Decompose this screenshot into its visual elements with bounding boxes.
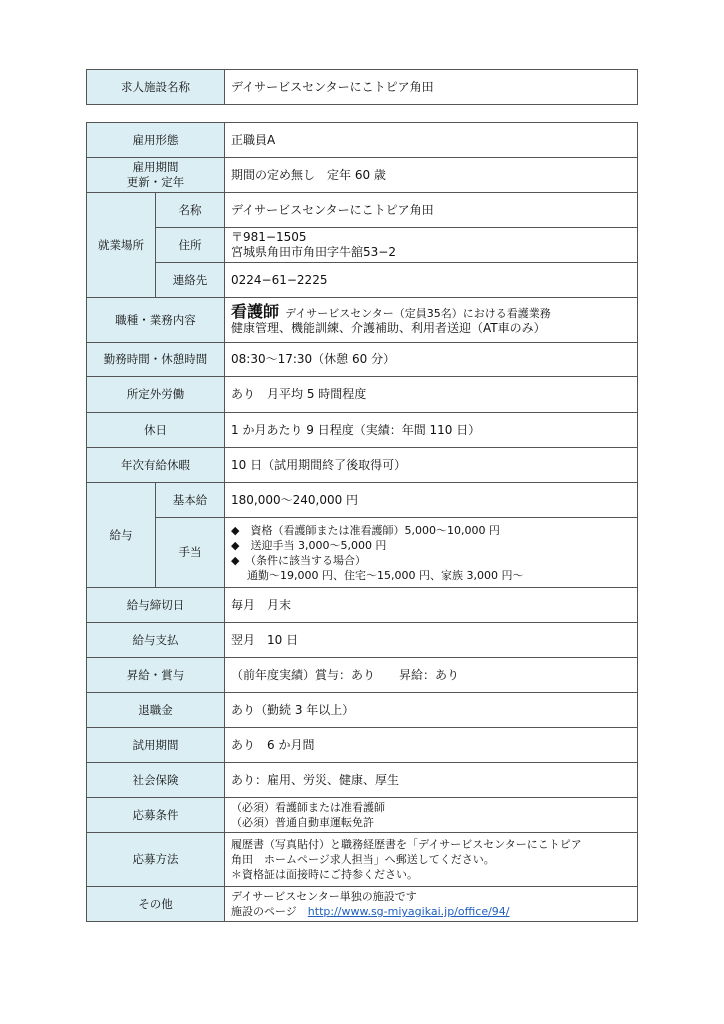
requirements-value <box>225 798 638 833</box>
apply-row <box>87 833 638 887</box>
workplace-contact-label: 連絡先 <box>156 263 225 298</box>
allowance-line2: ◆ 送迎手当 3,000〜5,000 円 <box>231 538 387 552</box>
workplace-contact-row <box>87 263 638 298</box>
paid-leave-label: 年次有給休暇 <box>87 448 225 483</box>
salary-base-label: 基本給 <box>156 483 225 518</box>
overtime-label: 所定外労働 <box>87 377 225 413</box>
trial-row <box>87 728 638 763</box>
employment-type-label: 雇用形態 <box>87 123 225 158</box>
holidays-label: 休日 <box>87 413 225 448</box>
workplace-label: 就業場所 <box>87 193 156 298</box>
retirement-value: あり（勤続 3 年以上） <box>225 693 638 728</box>
workplace-name-value: デイサービスセンターにこトピア角田 <box>225 193 638 228</box>
workplace-address-value <box>225 228 638 263</box>
cutoff-row <box>87 588 638 623</box>
workplace-name-row <box>87 193 638 228</box>
apply-line3: ＊資格証は面接時にご持参ください。 <box>231 868 418 881</box>
job-label: 職種・業務内容 <box>87 298 225 343</box>
payday-value: 翌月 10 日 <box>225 623 638 658</box>
allowance-line1: ◆ 資格（看護師または准看護師）5,000〜10,000 円 <box>231 523 500 537</box>
salary-allowance-row <box>87 518 638 588</box>
holidays-value: 1 か月あたり 9 日程度（実績：年間 110 日） <box>225 413 638 448</box>
other-value <box>225 887 638 922</box>
cutoff-value: 毎月 月末 <box>225 588 638 623</box>
period-label-line1: 雇用期間 <box>132 160 179 174</box>
hours-value: 08:30〜17:30（休憩 60 分） <box>225 343 638 377</box>
job-line2: 健康管理、機能訓練、介護補助、利用者送迎（AT車のみ） <box>231 321 546 335</box>
facility-value: デイサービスセンターにこトピア角田 <box>225 70 638 105</box>
insurance-row <box>87 763 638 798</box>
paid-leave-row <box>87 448 638 483</box>
hours-label: 勤務時間・休憩時間 <box>87 343 225 377</box>
employment-type-value: 正職員A <box>225 123 638 158</box>
salary-base-row <box>87 483 638 518</box>
facility-page-link[interactable]: http://www.sg-miyagikai.jp/office/94/ <box>307 905 510 918</box>
trial-label: 試用期間 <box>87 728 225 763</box>
period-label-line2: 更新・定年 <box>126 175 185 189</box>
retirement-label: 退職金 <box>87 693 225 728</box>
allowance-line3: ◆ （条件に該当する場合） <box>231 553 366 567</box>
salary-allowance-label: 手当 <box>156 518 225 588</box>
workplace-address-row <box>87 228 638 263</box>
salary-label: 給与 <box>87 483 156 588</box>
requirements-line2: （必須）普通自動車運転免許 <box>231 816 374 829</box>
insurance-label: 社会保険 <box>87 763 225 798</box>
apply-value <box>225 833 638 887</box>
other-label: その他 <box>87 887 225 922</box>
workplace-contact-value: 0224−61−2225 <box>225 263 638 298</box>
other-line1: デイサービスセンター単独の施設です <box>231 890 417 903</box>
period-value: 期間の定め無し 定年 60 歳 <box>225 158 638 193</box>
period-label <box>87 158 225 193</box>
facility-table <box>86 69 638 105</box>
allowance-line4: 通勤〜19,000 円、住宅〜15,000 円、家族 3,000 円〜 <box>247 568 524 582</box>
payday-label: 給与支払 <box>87 623 225 658</box>
facility-label: 求人施設名称 <box>87 70 225 105</box>
requirements-line1: （必須）看護師または准看護師 <box>231 801 385 814</box>
apply-line2: 角田 ホームページ求人担当」へ郵送してください。 <box>231 853 495 866</box>
salary-allowance-value <box>225 518 638 588</box>
hours-row <box>87 343 638 377</box>
job-details-table <box>86 122 638 922</box>
workplace-name-label: 名称 <box>156 193 225 228</box>
paid-leave-value: 10 日（試用期間終了後取得可） <box>225 448 638 483</box>
requirements-row <box>87 798 638 833</box>
holidays-row <box>87 413 638 448</box>
raise-bonus-label: 昇給・賞与 <box>87 658 225 693</box>
address-text: 宮城県角田市角田字牛舘53−2 <box>231 245 396 259</box>
salary-base-value: 180,000〜240,000 円 <box>225 483 638 518</box>
postal-code: 〒981−1505 <box>231 230 307 244</box>
insurance-value: あり：雇用、労災、健康、厚生 <box>225 763 638 798</box>
payday-row <box>87 623 638 658</box>
employment-type-row <box>87 123 638 158</box>
apply-line1: 履歴書（写真貼付）と職務経歴書を「デイサービスセンターにこトピア <box>231 838 582 851</box>
other-row <box>87 887 638 922</box>
retirement-row <box>87 693 638 728</box>
raise-bonus-row <box>87 658 638 693</box>
other-page-prefix: 施設のページ <box>231 905 297 918</box>
job-line1: デイサービスセンター（定員35名）における看護業務 <box>285 307 551 320</box>
overtime-value: あり 月平均 5 時間程度 <box>225 377 638 413</box>
facility-row <box>87 70 638 105</box>
requirements-label: 応募条件 <box>87 798 225 833</box>
job-value <box>225 298 638 343</box>
workplace-address-label: 住所 <box>156 228 225 263</box>
job-title: 看護師 <box>231 302 280 321</box>
cutoff-label: 給与締切日 <box>87 588 225 623</box>
trial-value: あり 6 か月間 <box>225 728 638 763</box>
apply-label: 応募方法 <box>87 833 225 887</box>
job-row <box>87 298 638 343</box>
overtime-row <box>87 377 638 413</box>
period-row <box>87 158 638 193</box>
raise-bonus-value: （前年度実績）賞与：あり 昇給：あり <box>225 658 638 693</box>
